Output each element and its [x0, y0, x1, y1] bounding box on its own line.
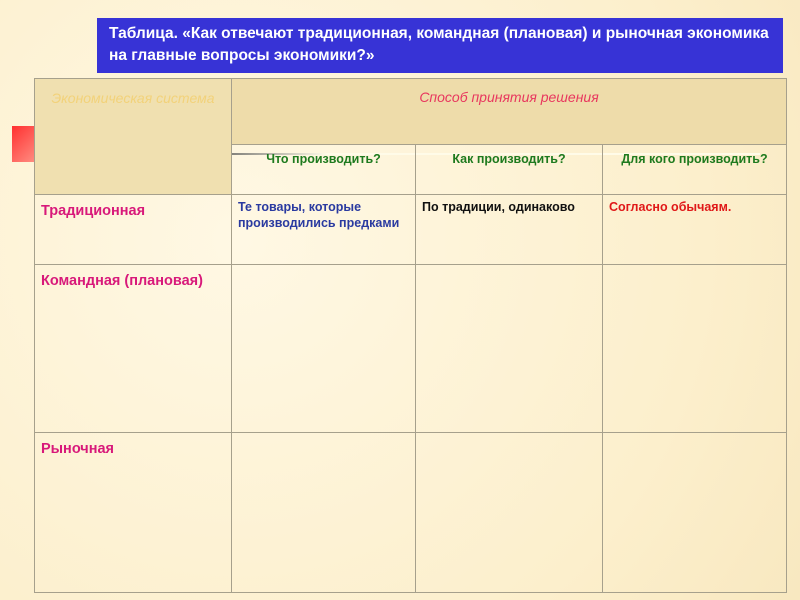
row-label-market: Рыночная — [35, 433, 232, 593]
market-what — [232, 433, 416, 593]
question-what: Что производить? — [232, 145, 416, 195]
row-label-command: Командная (плановая) — [35, 265, 232, 433]
table-row — [35, 195, 787, 265]
command-how — [416, 265, 603, 433]
command-for-whom — [603, 265, 787, 433]
header-system-cell — [35, 79, 232, 195]
header-system-label: Экономическая система — [51, 90, 215, 106]
page-title: Таблица. «Как отвечают традиционная, командная (плановая) и рыночная экономика на главные вопросы экономики?» — [97, 18, 783, 73]
market-how — [416, 433, 603, 593]
traditional-what: Те товары, которые производились предками — [232, 195, 416, 265]
question-how: Как производить? — [416, 145, 603, 195]
question-for-whom: Для кого производить? — [603, 145, 787, 195]
header-method-label: Способ принятия решения — [419, 89, 599, 105]
traditional-for-whom: Согласно обычаям. — [603, 195, 787, 265]
command-what — [232, 265, 416, 433]
table-row — [35, 265, 787, 433]
table-row — [35, 433, 787, 593]
economy-table — [34, 78, 787, 593]
header-method-cell — [232, 79, 787, 145]
traditional-how: По традиции, одинаково — [416, 195, 603, 265]
market-for-whom — [603, 433, 787, 593]
row-label-traditional: Традиционная — [35, 195, 232, 265]
